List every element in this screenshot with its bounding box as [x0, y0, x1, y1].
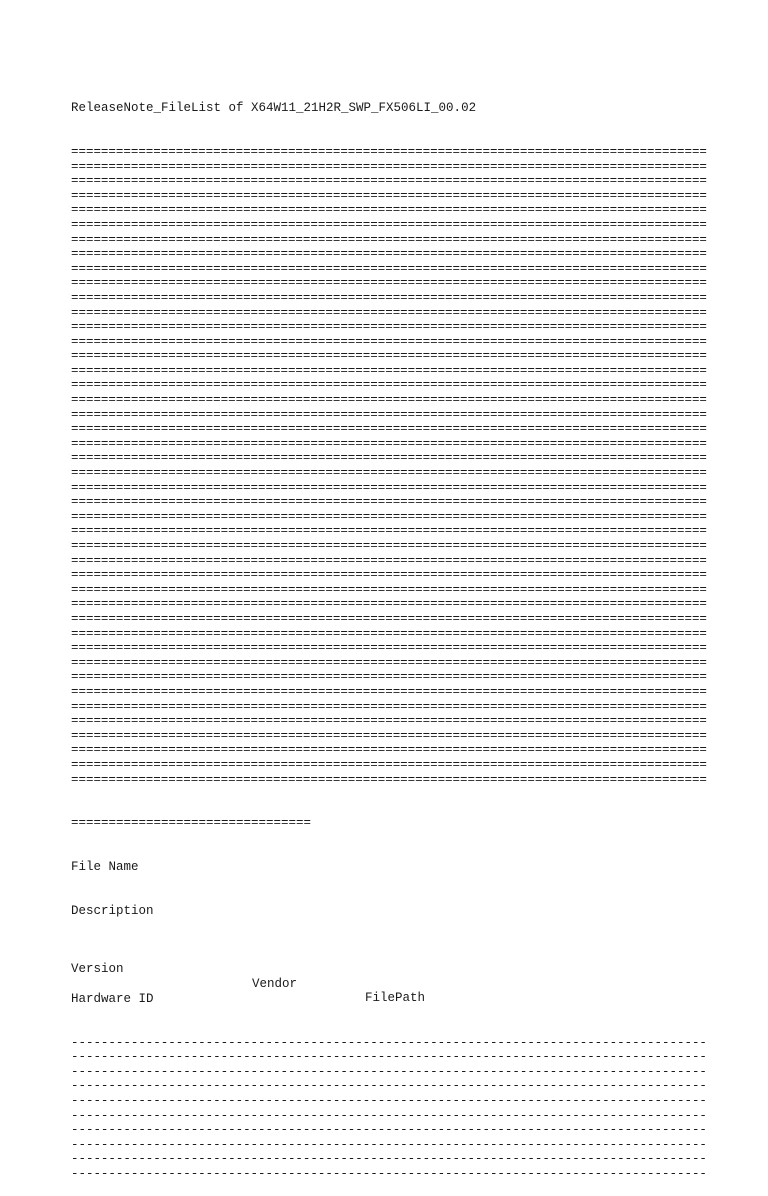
equals-separator-line: ===================================================================================== [71, 144, 707, 159]
equals-separator-line: ===================================================================================== [71, 728, 707, 743]
equals-separator-line: ===================================================================================== [71, 582, 707, 597]
column-description: Description [71, 903, 154, 918]
equals-separator-line: ===================================================================================== [71, 480, 707, 495]
column-version: Version [71, 962, 124, 977]
dash-separator-line: ------------------------------------------------------------------------------------- [71, 1166, 707, 1181]
equals-separator-line: ===================================================================================== [71, 684, 707, 699]
equals-separator-line: ===================================================================================== [71, 699, 707, 714]
equals-separator-line: ===================================================================================== [71, 349, 707, 364]
equals-separator-line: ===================================================================================== [71, 407, 707, 422]
release-note-document [71, 72, 711, 1196]
dash-separator-block [71, 1036, 711, 1182]
equals-separator-line: ===================================================================================== [71, 597, 707, 612]
dash-separator-line: ------------------------------------------------------------------------------------- [71, 1123, 707, 1138]
equals-separator-line: ===================================================================================== [71, 655, 707, 670]
column-file-name: File Name [71, 860, 139, 875]
equals-separator-block [71, 145, 711, 787]
equals-separator-line: ===================================================================================== [71, 714, 707, 729]
equals-separator-line: ===================================================================================== [71, 247, 707, 262]
equals-separator-line: ===================================================================================== [71, 363, 707, 378]
equals-separator-line: ===================================================================================== [71, 451, 707, 466]
equals-separator-line: ===================================================================================== [71, 232, 707, 247]
dash-separator-line: ------------------------------------------------------------------------------------- [71, 1035, 707, 1050]
equals-separator-line: ===================================================================================== [71, 334, 707, 349]
dash-separator-line: ------------------------------------------------------------------------------------- [71, 1079, 707, 1094]
equals-separator-line: ===================================================================================== [71, 436, 707, 451]
dash-separator-line: ------------------------------------------------------------------------------------- [71, 1093, 707, 1108]
equals-separator-line: ===================================================================================== [71, 772, 707, 787]
document-title: ReleaseNote_FileList of X64W11_21H2R_SWP_FX506LI_00.02 [71, 101, 477, 116]
column-filepath: FilePath [365, 991, 426, 1006]
dash-separator-line: ------------------------------------------------------------------------------------- [71, 1152, 707, 1167]
equals-separator-line: ===================================================================================== [71, 159, 707, 174]
equals-separator-line: ===================================================================================== [71, 393, 707, 408]
equals-separator-line: ===================================================================================== [71, 553, 707, 568]
equals-separator-line: ===================================================================================== [71, 290, 707, 305]
equals-separator-short: ================================ [71, 816, 312, 831]
equals-separator-line: ===================================================================================== [71, 203, 707, 218]
equals-separator-line: ===================================================================================== [71, 626, 707, 641]
dash-separator-line: ------------------------------------------------------------------------------------- [71, 1108, 707, 1123]
equals-separator-line: ===================================================================================== [71, 276, 707, 291]
dash-separator-line: ------------------------------------------------------------------------------------- [71, 1050, 707, 1065]
equals-separator-line: ===================================================================================== [71, 466, 707, 481]
equals-separator-line: ===================================================================================== [71, 757, 707, 772]
dash-separator-line: ------------------------------------------------------------------------------------- [71, 1064, 707, 1079]
column-vendor: Vendor [252, 976, 298, 991]
equals-separator-line: ===================================================================================== [71, 509, 707, 524]
column-hardware-id: Hardware ID [71, 991, 154, 1006]
equals-separator-line: ===================================================================================== [71, 378, 707, 393]
equals-separator-line: ===================================================================================== [71, 217, 707, 232]
equals-separator-line: ===================================================================================== [71, 495, 707, 510]
equals-separator-line: ===================================================================================== [71, 174, 707, 189]
equals-separator-line: ===================================================================================== [71, 320, 707, 335]
equals-separator-line: ===================================================================================== [71, 305, 707, 320]
equals-separator-line: ===================================================================================== [71, 670, 707, 685]
equals-separator-line: ===================================================================================== [71, 743, 707, 758]
equals-separator-line: ===================================================================================== [71, 539, 707, 553]
equals-separator-line: ===================================================================================== [71, 641, 707, 656]
dash-separator-line: ------------------------------------------------------------------------------------- [71, 1137, 707, 1152]
equals-separator-line: ===================================================================================== [71, 524, 707, 539]
equals-separator-line: ===================================================================================== [71, 422, 707, 437]
equals-separator-line: ===================================================================================== [71, 261, 707, 276]
equals-separator-line: ===================================================================================== [71, 611, 707, 626]
equals-separator-line: ===================================================================================== [71, 188, 707, 203]
equals-separator-line: ===================================================================================== [71, 568, 707, 583]
